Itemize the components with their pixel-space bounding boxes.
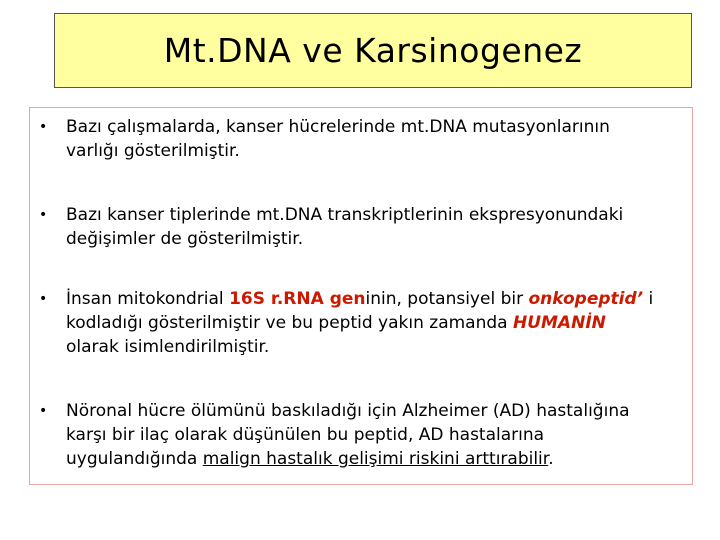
- highlight-humanin: HUMANİN: [512, 313, 606, 333]
- bullet-text-segment: kodladığı gösterilmiştir ve bu peptid yakın zamanda: [66, 313, 513, 333]
- bullet-text-segment: uygulandığında: [66, 449, 203, 469]
- highlight-oncopeptide: onkopeptid’: [528, 289, 644, 309]
- title-box: [54, 13, 692, 88]
- highlight-gene: 16S r.RNA gen: [229, 289, 366, 309]
- bullet-line: olarak isimlendirilmiştir.: [66, 337, 270, 357]
- bullet-dot: •: [39, 403, 48, 419]
- bullet-line: Nöronal hücre ölümünü baskıladığı için Alzheimer (AD) hastalığına: [66, 401, 630, 421]
- bullet-dot: •: [39, 207, 48, 223]
- bullet-text-segment: i: [643, 289, 654, 309]
- bullet-dot: •: [39, 119, 48, 135]
- bullet-line: Bazı çalışmalarda, kanser hücrelerinde mt.DNA mutasyonlarının: [66, 117, 610, 137]
- bullet-text: [66, 287, 682, 359]
- underlined-phrase: malign hastalık gelişimi riskini arttırabilir: [202, 449, 549, 469]
- bullet-text: [66, 203, 682, 251]
- bullet-text: [66, 399, 682, 471]
- bullet-line: varlığı gösterilmiştir.: [66, 141, 240, 161]
- bullet-line: değişimler de gösterilmiştir.: [66, 229, 304, 249]
- bullet-text-segment: .: [548, 449, 554, 469]
- bullet-text-segment: İnsan mitokondrial: [66, 289, 230, 309]
- content-box: [29, 107, 693, 485]
- bullet-dot: •: [39, 291, 48, 307]
- bullet-text: [66, 115, 682, 163]
- bullet-line: Bazı kanser tiplerinde mt.DNA transkriptlerinin ekspresyonundaki: [66, 205, 624, 225]
- bullet-line: karşı bir ilaç olarak düşünülen bu peptid, AD hastalarına: [66, 425, 545, 445]
- bullet-text-segment: inin, potansiyel bir: [365, 289, 529, 309]
- slide-title: Mt.DNA ve Karsinogenez: [163, 31, 583, 70]
